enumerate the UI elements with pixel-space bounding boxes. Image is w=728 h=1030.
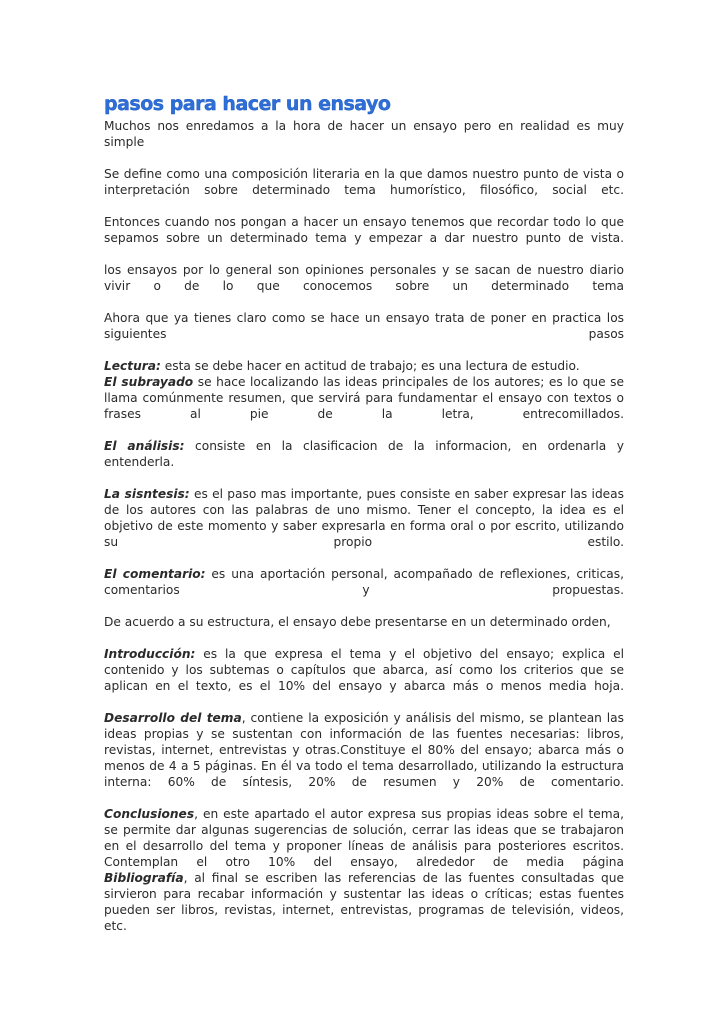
block-conclusiones-bibliografia xyxy=(104,806,624,934)
paragraph-pasos: Ahora que ya tienes claro como se hace un ensayo trata de poner en practica los siguientes pasos xyxy=(104,311,624,341)
section-desarrollo-term: Desarrollo del tema xyxy=(104,711,242,725)
paragraph-entonces: Entonces cuando nos pongan a hacer un ensayo tenemos que recordar todo lo que sepamos sobre un determinado tema y empezar a dar nuestro punto de vista. xyxy=(104,215,624,245)
section-introduccion-term: Introducción: xyxy=(104,647,196,661)
document-title: pasos para hacer un ensayo xyxy=(104,93,391,115)
paragraph-estructura: De acuerdo a su estructura, el ensayo debe presentarse en un determinado orden, xyxy=(104,615,611,629)
document-page xyxy=(104,93,625,950)
step-subrayado-text: se hace localizando las ideas principales de los autores; es lo que se llama comúnmente resumen, que servirá para fundamentar el ensayo con textos o frases al pie de la letra, entrecomillados. xyxy=(104,375,624,421)
section-bibliografia-text: , al final se escriben las referencias de las fuentes consultadas que sirvieron para recabar información y sustentar las ideas o críticas; estas fuentes pueden ser libros, revistas, internet, entrevistas, programas de televisión, videos, etc. xyxy=(104,871,624,933)
section-introduccion-text: es la que expresa el tema y el objetivo del ensayo; explica el contenido y los subtemas o capítulos que abarca, así como los criterios que se aplican en el texto, es el 10% del ensayo y abarca más o menos media hoja. xyxy=(104,647,624,693)
step-comentario-term: El comentario: xyxy=(104,567,206,581)
block-lectura-subrayado xyxy=(104,358,624,422)
step-lectura-term: Lectura: xyxy=(104,359,161,373)
paragraph-intro: Muchos nos enredamos a la hora de hacer un ensayo pero en realidad es muy simple xyxy=(104,119,624,149)
step-subrayado-term: El subrayado xyxy=(104,375,194,389)
step-comentario xyxy=(104,566,624,598)
step-sintesis xyxy=(104,486,624,550)
section-conclusiones-text: , en este apartado el autor expresa sus propias ideas sobre el tema, se permite dar algunas sugerencias de solución, cerrar las ideas que se trabajaron en el desarrollo del tema y proponer líneas de análisis para posteriores escritos. Contemplan el otro 10% del ensayo, alrededor de media página xyxy=(104,807,624,869)
section-conclusiones-term: Conclusiones xyxy=(104,807,195,821)
step-sintesis-term: La sisntesis: xyxy=(104,487,190,501)
section-bibliografia xyxy=(104,870,624,934)
step-lectura-text: esta se debe hacer en actitud de trabajo; es una lectura de estudio. xyxy=(160,359,580,373)
paragraph-ensayos: los ensayos por lo general son opiniones personales y se sacan de nuestro diario vivir o de lo que conocemos sobre un determinado tema xyxy=(104,263,624,293)
step-sintesis-text: es el paso mas importante, pues consiste en saber expresar las ideas de los autores con las palabras de uno mismo. Tener el concepto, la idea es el objetivo de este momento y saber expresarla en forma oral o por escrito, utilizando su propio estilo. xyxy=(104,487,624,549)
step-analisis-term: El análisis: xyxy=(104,439,185,453)
section-bibliografia-term: Bibliografía xyxy=(104,871,184,885)
section-introduccion xyxy=(104,646,624,694)
section-desarrollo-text: , contiene la exposición y análisis del mismo, se plantean las ideas propias y se sustentan con información de las fuentes necesarias: libros, revistas, internet, entrevistas y otras.Constituye el 80% del ensayo; abarca más o menos de 4 a 5 páginas. En él va todo el tema desarrollado, utilizando la estructura interna: 60% de síntesis, 20% de resumen y 20% de comentario. xyxy=(104,711,624,789)
section-desarrollo xyxy=(104,710,624,790)
step-lectura xyxy=(104,358,624,374)
step-comentario-text: es una aportación personal, acompañado de reflexiones, criticas, comentarios y propuestas. xyxy=(104,567,624,597)
section-conclusiones xyxy=(104,806,624,870)
step-analisis xyxy=(104,438,624,470)
paragraph-definition: Se define como una composición literaria en la que damos nuestro punto de vista o interpretación sobre determinado tema humorístico, filosófico, social etc. xyxy=(104,167,624,197)
step-analisis-text: consiste en la clasificacion de la informacion, en ordenarla y entenderla. xyxy=(104,439,625,469)
step-subrayado xyxy=(104,374,624,422)
